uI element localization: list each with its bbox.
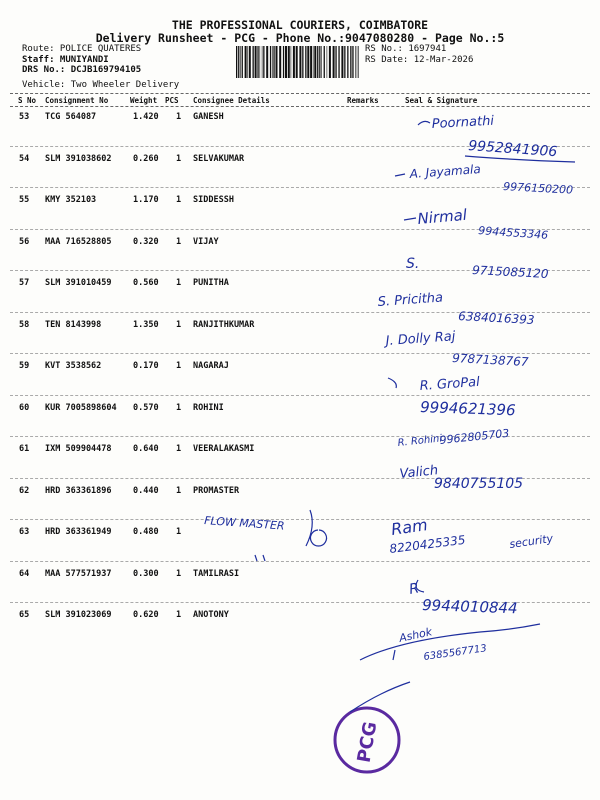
row-consignee: SIDDESSH: [193, 195, 234, 205]
row-weight: 0.570: [133, 402, 159, 413]
pcg-stamp: [335, 682, 410, 772]
table-row: [0, 154, 600, 196]
row-divider: [10, 353, 590, 354]
rs-no-label: RS No.: 1697941: [365, 44, 447, 54]
table-row: [0, 320, 600, 362]
phone-59: 9994621396: [419, 398, 516, 420]
company-name: THE PROFESSIONAL COURIERS, COIMBATORE: [171, 18, 429, 32]
row-consignment: HRD 363361896: [45, 485, 112, 496]
row-consignee: NAGARAJ: [193, 361, 229, 371]
signature-65: Ashok: [397, 625, 434, 645]
vehicle-label: Vehicle: Two Wheeler Delivery: [22, 80, 180, 90]
row-divider: [10, 395, 590, 396]
signature-53: Poornathi: [431, 113, 495, 132]
row-weight: 0.620: [133, 610, 159, 620]
row-consignment: KUR 7005898604: [45, 402, 117, 413]
row-pcs: 1: [176, 236, 182, 247]
row-consignment: SLM 391023069: [45, 610, 112, 620]
row-weight: 1.170: [133, 195, 159, 205]
signature-61: Valich: [398, 463, 439, 482]
table-row: [0, 278, 600, 320]
row-weight: 0.170: [133, 361, 159, 371]
row-sno: 56: [19, 236, 30, 247]
row-consignee: VEERALAKASMI: [193, 444, 255, 454]
row-consignee: PUNITHA: [193, 278, 229, 288]
row-consignee: VIJAY: [193, 236, 219, 247]
row-sno: 53: [19, 112, 30, 122]
table-row: [0, 195, 600, 237]
row-sno: 54: [19, 153, 30, 164]
col-seal: Seal & Signature: [405, 96, 478, 105]
row-pcs: 1: [176, 361, 182, 371]
row-divider: [10, 436, 590, 437]
row-consignee: RANJITHKUMAR: [193, 319, 255, 330]
row-consignment: TEN 8143998: [45, 319, 102, 330]
table-top-rule: [10, 93, 590, 94]
row-sno: 59: [19, 361, 30, 371]
row-sno: 61: [19, 444, 30, 454]
row-consignment: HRD 363361949: [45, 527, 112, 537]
signature-58: J. Dolly Raj: [385, 329, 456, 349]
security-note-62: security: [508, 531, 554, 551]
phone-65: 6385567713: [422, 643, 488, 663]
table-header-rule: [10, 106, 590, 107]
col-sno: S No: [18, 96, 37, 105]
table-row: [0, 361, 600, 403]
staff-label: Staff: MUNIYANDI: [22, 54, 109, 65]
row-weight: 0.480: [133, 527, 159, 537]
row-weight: 0.560: [133, 278, 159, 288]
col-pcs: PCS: [165, 96, 179, 105]
runsheet-subtitle: Delivery Runsheet - PCG - Phone No.:9047080280 - Page No.:5: [95, 31, 505, 45]
row-weight: 0.320: [133, 236, 159, 247]
row-consignment: MAA 716528805: [45, 236, 112, 247]
row-divider: [10, 270, 590, 271]
row-pcs: 1: [176, 278, 182, 288]
col-weight: Weight: [130, 96, 158, 105]
row-consignment: SLM 391038602: [45, 153, 112, 164]
row-consignment: TCG 564087: [45, 112, 97, 122]
header-right: [365, 44, 473, 65]
remark-62: FLOW MASTER: [203, 514, 285, 533]
row-consignment: KMY 352103: [45, 195, 97, 205]
row-pcs: 1: [176, 402, 182, 413]
row-pcs: 1: [176, 444, 182, 454]
col-remarks: Remarks: [347, 96, 379, 105]
row-pcs: 1: [176, 568, 182, 579]
phone-62: 8220425335: [388, 532, 467, 556]
table-row: [0, 486, 600, 528]
table-row: [0, 610, 600, 652]
stamp-text: PCG: [353, 719, 382, 765]
route-label: Route: POLICE QUATERES: [22, 44, 142, 54]
row-consignee: PROMASTER: [193, 485, 240, 496]
header-left: [22, 44, 141, 76]
row-divider: [10, 602, 590, 603]
drs-label: DRS No.: DCJB169794105: [22, 65, 142, 75]
signature-60: R. Rohini: [397, 433, 443, 449]
table-row: [0, 112, 600, 154]
barcode-image: [236, 46, 361, 78]
signature-57: S. Pricitha: [377, 290, 444, 310]
row-consignee: SELVAKUMAR: [193, 153, 245, 164]
phone-55: 9944553346: [477, 224, 549, 242]
row-divider: [10, 478, 590, 479]
row-consignment: SLM 391010459: [45, 278, 112, 288]
row-sno: 60: [19, 402, 30, 413]
signature-59: R. GroPal: [419, 374, 481, 394]
phone-61: 9840755105: [434, 476, 524, 492]
signature-55: Nirmal: [416, 205, 468, 228]
phone-58: 9787138767: [451, 351, 529, 369]
table-row: [0, 444, 600, 486]
row-consignee: TAMILRASI: [193, 568, 240, 579]
rs-date-label: RS Date: 12-Mar-2026: [365, 54, 474, 65]
row-sno: 58: [19, 319, 30, 330]
phone-60: 9962805703: [438, 426, 510, 447]
row-pcs: 1: [176, 153, 182, 164]
row-divider: [10, 146, 590, 147]
col-consignee: Consignee Details: [193, 96, 270, 105]
row-weight: 0.260: [133, 153, 159, 164]
signature-62: Ram: [389, 515, 429, 539]
row-pcs: 1: [176, 195, 182, 205]
signature-54: A. Jayamala: [409, 162, 482, 181]
row-sno: 62: [19, 485, 30, 496]
col-consignment: Consignment No: [45, 96, 109, 105]
phone-56: 9715085120: [471, 263, 549, 281]
row-divider: [10, 561, 590, 562]
row-weight: 0.440: [133, 485, 159, 496]
row-consignment: IXM 509904478: [45, 444, 112, 454]
row-sno: 57: [19, 278, 30, 288]
row-consignee: ANOTONY: [193, 610, 229, 620]
row-consignee: GANESH: [193, 112, 224, 122]
row-weight: 1.420: [133, 112, 159, 122]
phone-54: 9976150200: [502, 180, 574, 197]
phone-64: 9944010844: [421, 596, 518, 618]
row-weight: 0.300: [133, 568, 159, 579]
row-pcs: 1: [176, 485, 182, 496]
signature-56: S.: [406, 256, 420, 272]
row-consignment: MAA 577571937: [45, 568, 112, 579]
row-pcs: 1: [176, 610, 182, 620]
row-divider: [10, 187, 590, 188]
row-pcs: 1: [176, 527, 182, 537]
table-row: [0, 527, 600, 569]
signature-64: R: [407, 580, 421, 598]
row-pcs: 1: [176, 112, 182, 122]
phone-53: 9952841906: [467, 138, 558, 161]
row-weight: 0.640: [133, 444, 159, 454]
row-weight: 1.350: [133, 319, 159, 330]
row-pcs: 1: [176, 319, 182, 330]
row-divider: [10, 229, 590, 230]
row-sno: 64: [19, 568, 30, 579]
row-sno: 55: [19, 195, 30, 205]
row-consignment: KVT 3538562: [45, 361, 102, 371]
phone-57: 6384016393: [457, 309, 535, 327]
row-sno: 63: [19, 527, 30, 537]
table-row: [0, 569, 600, 611]
table-row: [0, 403, 600, 445]
table-row: [0, 237, 600, 279]
row-divider: [10, 312, 590, 313]
row-consignee: ROHINI: [193, 402, 224, 413]
row-sno: 65: [19, 610, 30, 620]
row-divider: [10, 519, 590, 520]
